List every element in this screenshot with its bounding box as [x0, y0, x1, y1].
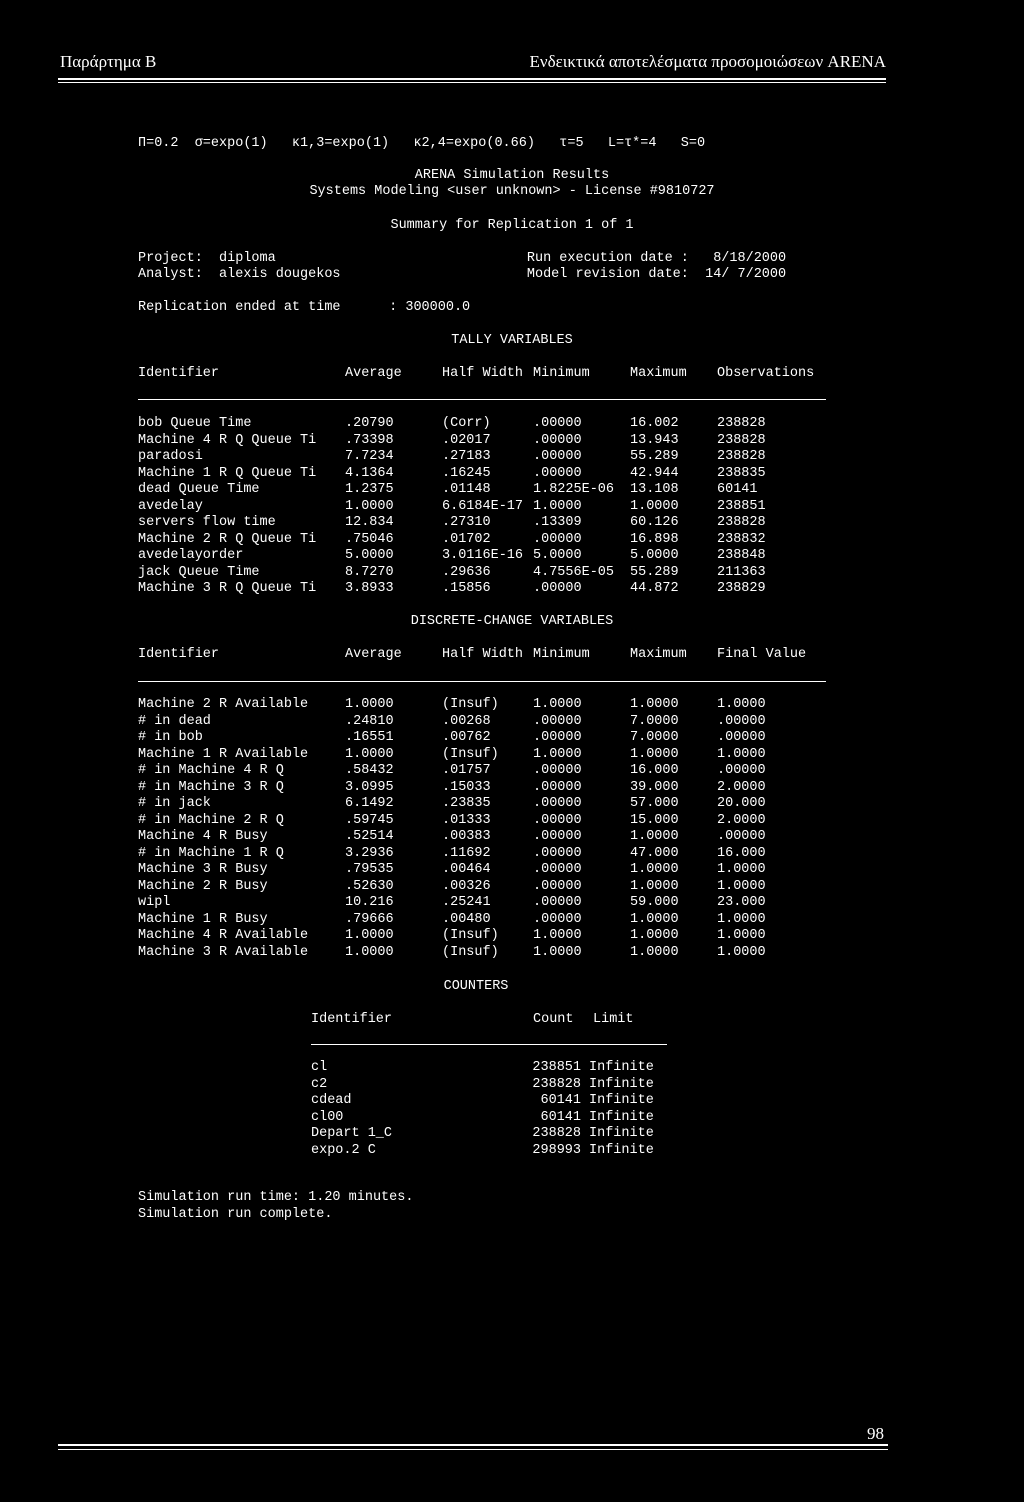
table-cell: (Insuf) [442, 697, 499, 712]
table-row [138, 697, 827, 714]
report-subtitle: Systems Modeling <user unknown> - License #9810727 [309, 184, 715, 199]
table-cell: (Insuf) [442, 944, 499, 960]
table-row [138, 862, 827, 879]
table-cell: .27183 [442, 449, 491, 464]
table-row [138, 895, 827, 912]
table-cell: 57.000 [630, 796, 679, 811]
table-cell: 6.1492 [345, 796, 394, 811]
table-cell: # in dead [138, 713, 211, 729]
table-cell: 7.0000 [630, 730, 679, 745]
table-row [138, 730, 827, 747]
table-row [138, 780, 827, 797]
table-row [138, 482, 827, 499]
table-cell: .00000 [533, 862, 582, 877]
counters-table [311, 1060, 679, 1159]
table-row [138, 747, 827, 764]
table-cell: .00383 [442, 829, 491, 844]
table-cell: 1.8225E-06 [533, 482, 615, 497]
table-cell: .00326 [442, 878, 491, 894]
table-cell: 12.834 [345, 515, 394, 530]
table-row [311, 1060, 679, 1077]
table-cell: 1.0000 [717, 911, 766, 927]
run-complete-line: Simulation run complete. [138, 1207, 333, 1222]
table-cell: 23.000 [717, 895, 766, 910]
table-row [311, 1093, 679, 1110]
table-cell: .00000 [717, 829, 766, 844]
analyst-line: Analyst: alexis dougekos Model revision date: 14/ 7/2000 [138, 267, 787, 282]
table-cell: .11692 [442, 845, 491, 861]
table-cell: .01702 [442, 531, 491, 547]
table-row [138, 796, 827, 813]
table-cell: avedelayorder [138, 548, 244, 563]
table-row [138, 813, 827, 830]
table-cell: 1.0000 [717, 862, 766, 877]
table-cell: .15856 [442, 581, 491, 596]
table-cell: 60141 [540, 1093, 581, 1108]
table-cell: # in Machine 4 R Q [138, 763, 284, 778]
table-cell: Machine 1 R Busy [138, 911, 268, 927]
table-cell: 1.0000 [345, 697, 394, 712]
counters-header-row [311, 1012, 673, 1029]
table-cell: 16.000 [717, 845, 766, 861]
table-cell: .00000 [533, 845, 582, 861]
counters-rule [311, 1044, 667, 1045]
table-cell: .00000 [533, 432, 582, 448]
table-cell: Final Value [717, 647, 807, 662]
table-cell: 1.0000 [533, 928, 582, 943]
table-cell: .79535 [345, 862, 394, 877]
tally-rule [138, 399, 826, 400]
table-cell: 4.7556E-05 [533, 564, 615, 580]
table-cell: 7.0000 [630, 713, 679, 729]
table-cell: 6.6184E-17 [442, 498, 524, 514]
table-cell: 1.0000 [717, 944, 766, 960]
table-cell: .00000 [533, 878, 582, 894]
table-row [138, 763, 827, 780]
header-rule [58, 78, 886, 80]
table-row [138, 499, 827, 516]
table-cell: # in Machine 2 R Q [138, 812, 284, 828]
table-cell: (Insuf) [442, 928, 499, 943]
table-row [138, 581, 827, 598]
table-cell: 13.108 [630, 482, 679, 497]
table-cell: .27310 [442, 515, 491, 530]
table-cell: .00000 [533, 895, 582, 910]
table-cell: Half Width [442, 647, 524, 662]
table-cell: bob Queue Time [138, 416, 252, 431]
table-cell: 1.0000 [533, 944, 582, 960]
discrete-rule [138, 681, 826, 682]
table-cell: 1.2375 [345, 482, 394, 497]
replication-summary: Summary for Replication 1 of 1 [390, 218, 634, 233]
table-cell: Count [533, 1012, 574, 1027]
table-cell: .00000 [533, 763, 582, 778]
table-row [138, 945, 827, 962]
table-cell: 238851 [717, 498, 766, 514]
table-cell: # in Machine 3 R Q [138, 779, 284, 795]
tally-title: TALLY VARIABLES [451, 333, 573, 348]
table-cell: Infinite [589, 1109, 654, 1125]
table-row [138, 466, 827, 483]
table-row [138, 829, 827, 846]
table-cell: .00762 [442, 730, 491, 745]
table-cell: 1.0000 [345, 944, 394, 960]
table-cell: Infinite [589, 1126, 654, 1141]
table-cell: 13.943 [630, 432, 679, 448]
table-cell: jack Queue Time [138, 564, 260, 580]
tally-table [138, 416, 827, 598]
footer-rule [58, 1444, 888, 1446]
table-cell: Identifier [138, 647, 220, 662]
table-row [311, 1126, 679, 1143]
table-cell: Machine 3 R Q Queue Ti [138, 581, 317, 596]
table-cell: .00000 [533, 911, 582, 927]
counters-header [311, 1012, 673, 1029]
table-cell: 47.000 [630, 845, 679, 861]
counters-title: COUNTERS [443, 979, 509, 994]
table-cell: 59.000 [630, 895, 679, 910]
table-cell: 15.000 [630, 812, 679, 828]
table-cell: .52514 [345, 829, 394, 844]
table-cell: 16.002 [630, 416, 679, 431]
table-cell: 1.0000 [533, 498, 582, 514]
table-cell: 3.2936 [345, 845, 394, 861]
table-cell: 1.0000 [717, 928, 766, 943]
table-cell: 1.0000 [717, 746, 766, 762]
table-cell: (Corr) [442, 416, 491, 431]
table-cell: Infinite [589, 1142, 654, 1158]
replication-ended-line: Replication ended at time : 300000.0 [138, 300, 471, 315]
table-cell: 238851 [532, 1060, 581, 1075]
discrete-table [138, 697, 827, 961]
table-cell: 1.0000 [630, 746, 679, 762]
table-cell: Limit [593, 1012, 634, 1027]
table-cell: .25241 [442, 895, 491, 910]
table-cell: .01757 [442, 763, 491, 778]
table-cell: .01148 [442, 482, 491, 497]
table-cell: Machine 4 R Q Queue Ti [138, 432, 317, 448]
table-cell: Machine 3 R Available [138, 944, 309, 960]
table-cell: Machine 1 R Q Queue Ti [138, 465, 317, 481]
report-title: ARENA Simulation Results [414, 168, 610, 183]
table-cell: .59745 [345, 812, 394, 828]
tally-header [138, 366, 827, 383]
table-cell: 1.0000 [717, 878, 766, 894]
table-row [138, 565, 827, 582]
project-line: Project: diploma Run execution date : 8/18/2000 [138, 251, 787, 266]
table-cell: .00000 [533, 779, 582, 795]
appendix-label: Παράρτημα Β [60, 52, 157, 71]
table-cell: 8.7270 [345, 564, 394, 580]
table-cell: cdead [311, 1093, 352, 1108]
table-cell: .52630 [345, 878, 394, 894]
table-cell: Observations [717, 366, 815, 381]
table-cell: .20790 [345, 416, 394, 431]
table-cell: 1.0000 [533, 697, 582, 712]
table-cell: 238828 [532, 1076, 581, 1092]
table-cell: wipl [138, 895, 171, 910]
table-cell: .00000 [533, 829, 582, 844]
page-header [60, 52, 886, 80]
table-cell: .16551 [345, 730, 394, 745]
table-cell: Depart 1_C [311, 1126, 393, 1141]
table-cell: Average [345, 366, 402, 381]
table-cell: 2.0000 [717, 779, 766, 795]
table-cell: .29636 [442, 564, 491, 580]
table-cell: 238828 [717, 449, 766, 464]
table-cell: 211363 [717, 564, 766, 580]
table-cell: 238835 [717, 465, 766, 481]
page-number: 98 [867, 1424, 884, 1443]
table-cell: .00000 [533, 449, 582, 464]
discrete-title: DISCRETE-CHANGE VARIABLES [410, 614, 614, 629]
table-cell: .00000 [533, 581, 582, 596]
table-cell: 5.0000 [345, 548, 394, 563]
table-row [138, 928, 827, 945]
table-cell: cl [311, 1060, 328, 1075]
table-cell: 238828 [717, 432, 766, 448]
table-cell: 60.126 [630, 515, 679, 530]
table-cell: # in Machine 1 R Q [138, 845, 284, 861]
table-cell: .00000 [717, 763, 766, 778]
table-row [138, 846, 827, 863]
table-cell: 3.0116E-16 [442, 548, 524, 563]
table-row [138, 548, 827, 565]
table-cell: 20.000 [717, 796, 766, 811]
table-cell: 60141 [540, 1109, 581, 1125]
table-cell: 238829 [717, 581, 766, 596]
table-cell: c2 [311, 1076, 328, 1092]
table-row [138, 449, 827, 466]
footer-rule-thin [58, 1449, 888, 1450]
table-cell: Infinite [589, 1093, 654, 1108]
table-cell: Maximum [630, 366, 687, 381]
table-cell: Identifier [311, 1012, 393, 1027]
table-cell: .00480 [442, 911, 491, 927]
table-cell: 1.0000 [630, 944, 679, 960]
table-cell: .02017 [442, 432, 491, 448]
table-cell: .58432 [345, 763, 394, 778]
table-cell: 1.0000 [630, 862, 679, 877]
table-cell: 238848 [717, 548, 766, 563]
table-cell: .00000 [533, 730, 582, 745]
table-row [138, 532, 827, 549]
table-cell: 238828 [717, 515, 766, 530]
run-time-line: Simulation run time: 1.20 minutes. [138, 1190, 414, 1205]
table-row [138, 515, 827, 532]
table-cell: Half Width [442, 366, 524, 381]
table-cell: avedelay [138, 498, 203, 514]
table-cell: 42.944 [630, 465, 679, 481]
table-cell: 3.8933 [345, 581, 394, 596]
table-cell: Infinite [589, 1060, 654, 1075]
table-cell: # in bob [138, 730, 203, 745]
table-cell: dead Queue Time [138, 482, 260, 497]
table-cell: 4.1364 [345, 465, 394, 481]
table-cell: .00464 [442, 862, 491, 877]
table-cell: Minimum [533, 366, 590, 381]
table-cell: .00268 [442, 713, 491, 729]
table-cell: .00000 [717, 730, 766, 745]
table-cell: 238828 [717, 416, 766, 431]
table-cell: 16.898 [630, 531, 679, 547]
table-cell: 55.289 [630, 564, 679, 580]
table-row [311, 1110, 679, 1127]
table-cell: .75046 [345, 531, 394, 547]
table-cell: .00000 [533, 796, 582, 811]
table-cell: 2.0000 [717, 812, 766, 828]
table-cell: .16245 [442, 465, 491, 481]
table-cell: .00000 [533, 713, 582, 729]
table-cell: .15033 [442, 779, 491, 795]
table-cell: 1.0000 [345, 498, 394, 514]
table-cell: 55.289 [630, 449, 679, 464]
table-cell: Machine 4 R Available [138, 928, 309, 943]
table-cell: 1.0000 [630, 928, 679, 943]
table-cell: 5.0000 [533, 548, 582, 563]
table-cell: 1.0000 [345, 746, 394, 762]
table-row [138, 714, 827, 731]
table-row [138, 879, 827, 896]
table-cell: servers flow time [138, 515, 276, 530]
table-cell: Minimum [533, 647, 590, 662]
table-cell: 44.872 [630, 581, 679, 596]
table-cell: .00000 [533, 416, 582, 431]
table-cell: paradosi [138, 449, 203, 464]
table-cell: Identifier [138, 366, 220, 381]
table-cell: (Insuf) [442, 746, 499, 762]
table-cell: .00000 [717, 713, 766, 729]
tally-header-row [138, 366, 827, 383]
table-cell: Infinite [589, 1076, 654, 1092]
table-cell: 1.0000 [630, 829, 679, 844]
table-row [138, 416, 827, 433]
table-cell: Machine 2 R Available [138, 697, 309, 712]
table-cell: 39.000 [630, 779, 679, 795]
table-cell: .79666 [345, 911, 394, 927]
table-cell: 1.0000 [630, 498, 679, 514]
table-cell: .13309 [533, 515, 582, 530]
table-cell: .00000 [533, 812, 582, 828]
table-cell: .00000 [533, 465, 582, 481]
table-cell: 1.0000 [717, 697, 766, 712]
table-cell: .23835 [442, 796, 491, 811]
table-cell: 238828 [532, 1126, 581, 1141]
table-cell: Machine 1 R Available [138, 746, 309, 762]
table-cell: expo.2 C [311, 1142, 376, 1158]
table-cell: 16.000 [630, 763, 679, 778]
table-row [311, 1077, 679, 1094]
table-cell: 298993 [532, 1142, 581, 1158]
table-cell: 1.0000 [630, 697, 679, 712]
table-cell: 1.0000 [630, 911, 679, 927]
table-cell: 238832 [717, 531, 766, 547]
table-cell: .01333 [442, 812, 491, 828]
table-row [311, 1143, 679, 1160]
table-cell: 1.0000 [345, 928, 394, 943]
table-cell: .00000 [533, 531, 582, 547]
table-cell: 60141 [717, 482, 758, 497]
table-cell: 3.0995 [345, 779, 394, 795]
table-cell: cl00 [311, 1109, 344, 1125]
table-cell: 1.0000 [630, 878, 679, 894]
table-cell: 5.0000 [630, 548, 679, 563]
table-cell: .24810 [345, 713, 394, 729]
table-row [138, 433, 827, 450]
header-rule-thin [58, 82, 886, 83]
parameters-line: Π=0.2 σ=expo(1) κ1,3=expo(1) κ2,4=expo(0.66) τ=5 L=τ*=4 S=0 [138, 136, 706, 151]
discrete-header-row [138, 647, 827, 664]
table-cell: 7.7234 [345, 449, 394, 464]
table-cell: Machine 4 R Busy [138, 829, 268, 844]
table-cell: # in jack [138, 796, 211, 811]
discrete-header [138, 647, 827, 664]
table-cell: 10.216 [345, 895, 394, 910]
table-cell: Maximum [630, 647, 687, 662]
table-cell: Machine 3 R Busy [138, 862, 268, 877]
table-row [138, 912, 827, 929]
table-cell: Machine 2 R Q Queue Ti [138, 531, 317, 547]
table-cell: 1.0000 [533, 746, 582, 762]
section-title: Ενδεικτικά αποτελέσματα προσομοιώσεων ARENA [529, 52, 886, 71]
table-cell: Machine 2 R Busy [138, 878, 268, 894]
table-cell: Average [345, 647, 402, 662]
table-cell: .73398 [345, 432, 394, 448]
